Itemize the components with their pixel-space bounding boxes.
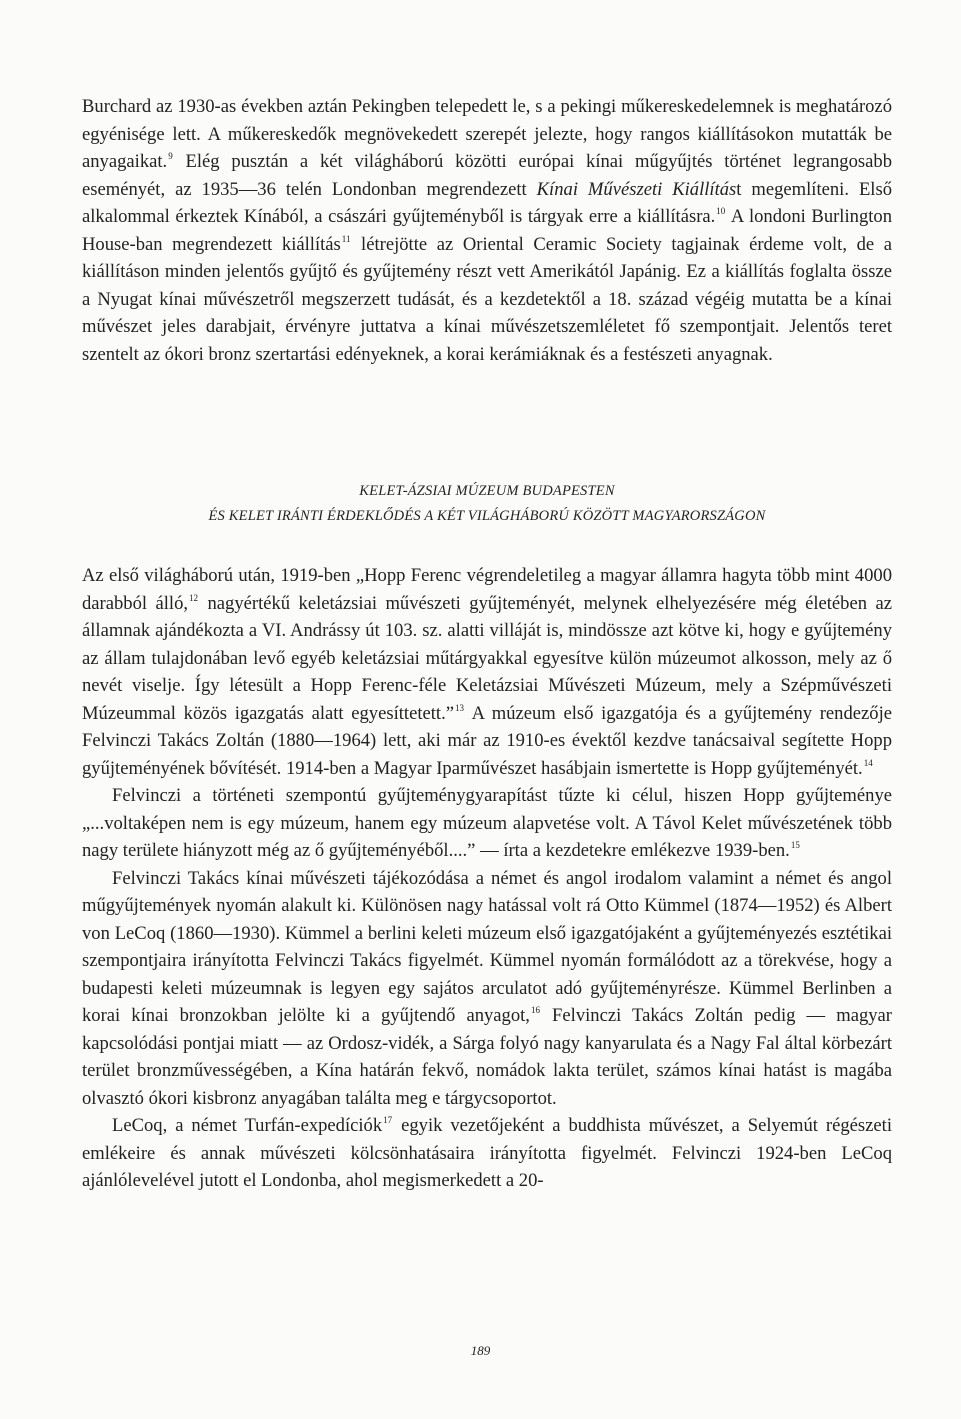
text-run: A londoni Burlington House-ban megrendezett kiállítás (82, 206, 892, 255)
paragraph (82, 782, 892, 865)
text-run: Burchard az 1930-as években aztán Pekingben telepedett le, s a pekingi műkereskedelemnek is meghatározó egyénisége lett. A műkereskedők megnövekedett szerepét jelezte, hogy rangos kiállításokon mutatták be anyagaikat. (82, 96, 892, 172)
section-exhibition-text (82, 93, 892, 368)
text-run: A múzeum első igazgatója és a gyűjtemény rendezője Felvinczi Takács Zoltán (1880—1964) lett, aki már az 1910-es évektől kezdve tanácsaival segítette Hopp gyűjteményének bővítését. 1914-ben a Magyar Iparművészet hasábjain ismertette is Hopp gyűjteményét. (82, 702, 892, 779)
text-run: Elég pusztán a két világháború közötti európai kínai műgyűjtés történet legrangosabb eseményét, az 1935—36 telén Londonban megrendezett (82, 151, 892, 200)
footnote-ref[interactable]: 11 (341, 233, 351, 244)
footnote-ref[interactable]: 16 (530, 1005, 540, 1015)
paragraph (82, 93, 892, 368)
text-run: egyik vezetőjeként a buddhista művészet, a Selyemút régészeti emlékeire és annak művészeti kölcsönhatásaira irányította figyelmét. Felvinczi 1924-ben LeCoq ajánlólevelével jutott el Londonba, ahol megismerkedett a 20- (82, 1115, 892, 1191)
footnote-ref[interactable]: 9 (168, 151, 173, 161)
text-run: LeCoq, a német Turfán-expedíciók (112, 1115, 383, 1136)
heading-line-2: ÉS KELET IRÁNTI ÉRDEKLŐDÉS A KÉT VILÁGHÁBORÚ KÖZÖTT MAGYARORSZÁGON (208, 508, 766, 524)
text-run: Felvinczi Takács Zoltán pedig — magyar kapcsolódási pontjai miatt — az Ordosz-vidék, a Sárga folyó nagy kanyarulata és a Nagy Fal által körbezárt terület bronzművességében, a Kína határán fekvő, nomádok lakta terület, számos kínai hatást is magába olvasztó ókori kisbronz anyagában találta meg e tárgycsoportot. (82, 1005, 892, 1109)
text-run: nagyértékű keletázsiai művészeti gyűjteményét, melynek elhelyezésére még életében az államnak ajándékozta a VI. Andrássy út 103. sz. alatti villáját is, mindössze azt kötve ki, hogy e gyűjtemény az állam tulajdonában levő egyéb keletázsiai műtárgyakkal egyesítve külön múzeumot alkosson, mely az ő nevét viselje. Így létesült a Hopp Ferenc-féle Keletázsiai Művészeti Múzeum, mely a Szépművészeti Múzeummal közös igazgatás alatt egyesíttetett.” (82, 592, 892, 724)
text-run: Felvinczi Takács kínai művészeti tájékozódása a német és angol irodalom valamint a német és angol műgyűjtemények nyomán alakult ki. Különösen nagy hatással volt rá Otto Kümmel (1874—1952) és Albert von LeCoq (1860—1930). Kümmel a berlini keleti múzeum első igazgatójaként a gyűjteményezés esztétikai szempontjaira irányította Felvinczi Takács figyelmét. Kümmel nyomán formálódott az a törekvése, hogy a budapesti keleti múzeumnak is legyen egy sajátos arculatot adó gyűjteményrésze. Kümmel Berlinben a korai kínai bronzokban jelölte ki a gyűjtendő anyagot, (82, 867, 892, 1026)
text-run: Felvinczi a történeti szempontú gyűjteménygyarapítást tűzte ki célul, hiszen Hopp gyűjteménye „...voltaképen nem is egy múzeum, hanem egy múzeum alapvetése volt. A Távol Kelet művészetének több nagy területe hiányzott még az ő gyűjteményéből....” (82, 785, 892, 861)
footnote-ref[interactable]: 13 (455, 702, 464, 713)
section-heading (82, 479, 892, 529)
text-run: létrejötte az Oriental Ceramic Society tagjainak érdeme volt, de a kiállításon minden jelentős gyűjtő és gyűjtemény részt vett Amerikától Japánig. Ez a kiállítás foglalta össze a Nyugat kínai művészetről megszerzett tudását, és a kezdetektől a 18. század végéig mutatta be a kínai művészet jeles darabjait, érvényre juttatva a kínai művészetszemléletet fő szempontjait. Jelentős teret szentelt az ókori bronz szertartási edényeknek, a korai kerámiáknak és a festészeti anyagnak. (82, 233, 892, 365)
paragraph (82, 865, 892, 1113)
heading-line-1: KELET-ÁZSIAI MÚZEUM BUDAPESTEN (359, 483, 615, 499)
footnote-ref[interactable]: 10 (716, 206, 726, 216)
footnote-ref[interactable]: 12 (189, 592, 199, 603)
paragraph (82, 1112, 892, 1195)
exhibition-title: Kínai Művészeti Kiállítás (536, 178, 737, 200)
section-museum-text (82, 562, 892, 1195)
text-run: t megemlíteni. Első alkalommal érkeztek Kínából, a császári gyűjteményből is tárgyak erre a kiállításra. (82, 178, 893, 227)
footnote-ref[interactable]: 15 (790, 840, 800, 850)
text-run: — írta a kezdetekre emlékezve 1939-ben. (475, 840, 790, 861)
page-number: 189 (470, 1343, 491, 1358)
footnote-ref[interactable]: 14 (863, 757, 873, 768)
text-run: Az első világháború után, 1919-ben „Hopp Ferenc végrendeletileg a magyar államra hagyta több mint 4000 darabból álló, (82, 565, 892, 614)
paragraph (82, 562, 892, 782)
footnote-ref[interactable]: 17 (383, 1115, 393, 1125)
